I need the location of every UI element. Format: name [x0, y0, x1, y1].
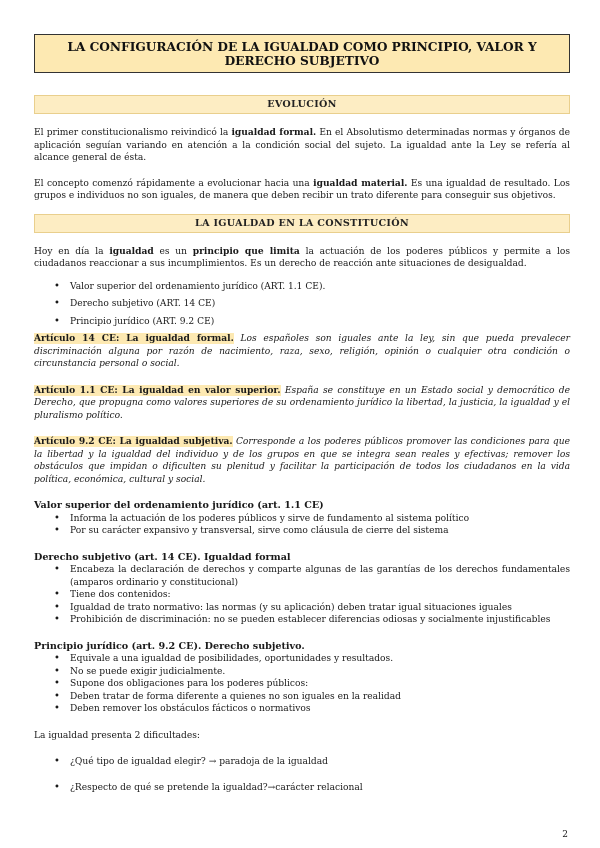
list-item: • Principio jurídico (ART. 9.2 CE) [70, 316, 570, 329]
article-14-paragraph: Artículo 14 CE: La igualdad formal. Los españoles son iguales ante la ley, sin que pueda prevalecer discriminación alguna por razón de nacimiento, raza, sexo, religión, opinión o cualquier otra condición o circunstancia personal o social. [34, 333, 570, 369]
list-item: • Tiene dos contenidos: [70, 589, 570, 602]
paragraph-evolucion-2: El concepto comenzó rápidamente a evolucionar hacia una igualdad material. Es una igualdad de resultado. Los grupos e individuos no son iguales, de manera que deben recibir un trato diferente para conseguir sus objetivos. [34, 177, 570, 201]
list-item: • Informa la actuación de los poderes públicos y sirve de fundamento al sistema político [70, 513, 570, 526]
constitucion-list [34, 281, 570, 329]
list-item: • Supone dos obligaciones para los poderes públicos: [70, 678, 570, 691]
list-item: • Prohibición de discriminación: no se pueden establecer diferencias odiosas y socialmente injustificables [70, 614, 570, 627]
list-item: • Encabeza la declaración de derechos y comparte algunas de las garantías de los derechos fundamentales (amparos ordinario y constitucional) [70, 564, 570, 589]
principio-juridico-list [34, 653, 570, 716]
list-item: • ¿Respecto de qué se pretende la igualdad?→carácter relacional [70, 782, 570, 795]
document-title: LA CONFIGURACIÓN DE LA IGUALDAD COMO PRINCIPIO, VALOR Y DERECHO SUBJETIVO [34, 34, 570, 73]
page-number: 2 [562, 830, 568, 840]
derecho-subjetivo-list [34, 564, 570, 627]
list-item: • No se puede exigir judicialmente. [70, 666, 570, 679]
list-item: • Valor superior del ordenamiento jurídico (ART. 1.1 CE). [70, 281, 570, 294]
section-heading-evolucion: EVOLUCIÓN [34, 95, 570, 114]
document-page [34, 34, 570, 807]
paragraph-constitucion-intro: Hoy en día la igualdad es un principio que limita la actuación de los poderes públicos y permite a los ciudadanos reaccionar a sus incumplimientos. Es un derecho de reacción ante situaciones de desigualdad. [34, 245, 570, 269]
article-9-2-paragraph: Artículo 9.2 CE: La igualdad subjetiva. Corresponde a los poderes públicos promover las condiciones para que la libertad y la igualdad del individuo y de los grupos en que se integra sean reales y efectivas; remover los obstáculos que impidan o dificulten su plenitud y facilitar la participación de todos los ciudadanos en la vida política, económica, cultural y social. [34, 436, 570, 485]
dificultades-list [34, 756, 570, 794]
article-1-1-paragraph: Artículo 1.1 CE: La igualdad en valor superior. España se constituye en un Estado social y democrático de Derecho, que propugna como valores superiores de su ordenamiento jurídico la libertad, la justicia, la igualdad y el pluralismo político. [34, 384, 570, 421]
list-item: • Deben tratar de forma diferente a quienes no son iguales en la realidad [70, 691, 570, 704]
dificultades-intro: La igualdad presenta 2 dificultades: [34, 730, 200, 741]
list-item: • Por su carácter expansivo y transversal, sirve como cláusula de cierre del sistema [70, 525, 570, 538]
valor-superior-heading: Valor superior del ordenamiento jurídico (art. 1.1 CE) [34, 500, 324, 511]
list-item: • Deben remover los obstáculos fácticos o normativos [70, 703, 570, 716]
derecho-subjetivo-heading: Derecho subjetivo (art. 14 CE). Igualdad formal [34, 551, 291, 563]
paragraph-evolucion-1: El primer constitucionalismo reivindicó la igualdad formal. En el Absolutismo determinadas normas y órganos de aplicación seguían variando en atención a la condición social del sujeto. La igualdad ante la Ley se refería al alcance general de ésta. [34, 127, 571, 163]
section-heading-constitucion: LA IGUALDAD EN LA CONSTITUCIÓN [34, 214, 570, 233]
principio-juridico-heading: Principio jurídico (art. 9.2 CE). Derecho subjetivo. [34, 640, 305, 652]
list-item: • Equivale a una igualdad de posibilidades, oportunidades y resultados. [70, 653, 570, 666]
list-item: • ¿Qué tipo de igualdad elegir? → paradoja de la igualdad [70, 756, 570, 769]
list-item: • Derecho subjetivo (ART. 14 CE) [70, 298, 570, 311]
valor-superior-list [34, 513, 570, 538]
list-item: • Igualdad de trato normativo: las normas (y su aplicación) deben tratar igual situaciones iguales [70, 602, 570, 615]
